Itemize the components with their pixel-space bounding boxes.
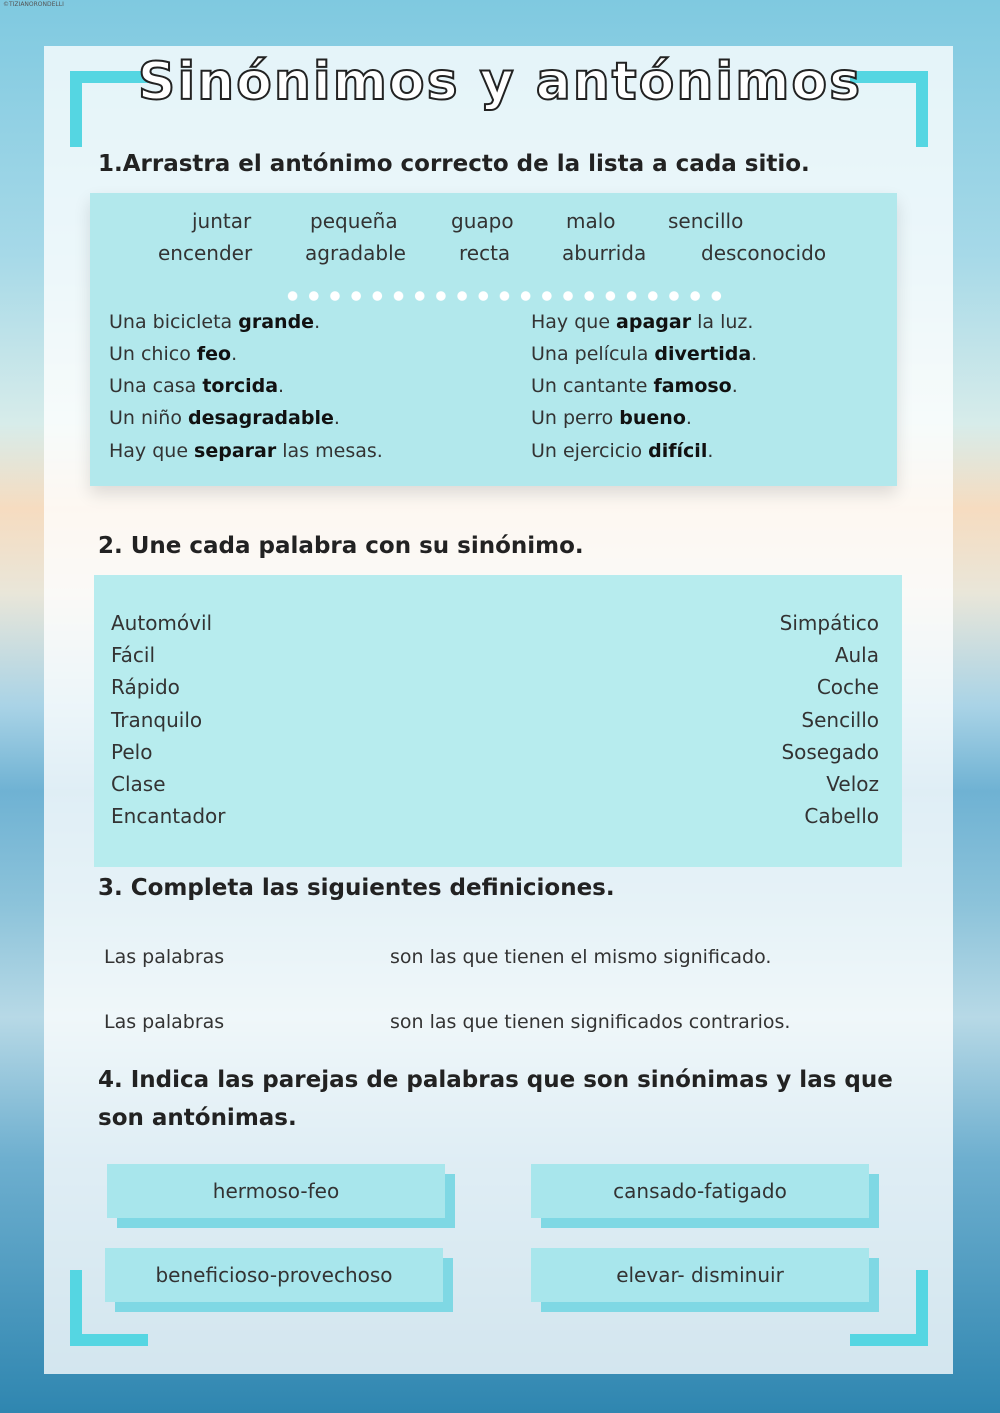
match-word-left[interactable]: Clase — [111, 772, 166, 796]
sentence-drop-target[interactable]: Hay que apagar la luz. — [531, 311, 754, 333]
sentence-drop-target[interactable]: Un cantante famoso. — [531, 375, 738, 397]
section3-heading: 3. Completa las siguientes definiciones. — [98, 875, 615, 901]
sentence-drop-target[interactable]: Una casa torcida. — [109, 375, 285, 397]
match-word-right[interactable]: Veloz — [826, 772, 879, 796]
drag-word[interactable]: desconocido — [701, 241, 827, 265]
drag-word[interactable]: sencillo — [668, 209, 744, 233]
section1-heading: 1.Arrastra el antónimo correcto de la lista a cada sitio. — [98, 151, 810, 177]
definition-text: son las que tienen significados contrarios. — [390, 1011, 791, 1033]
match-word-right[interactable]: Simpático — [779, 611, 879, 635]
word-pair-card[interactable]: cansado-fatigado — [531, 1164, 869, 1218]
word-pair-card[interactable]: hermoso-feo — [107, 1164, 445, 1218]
sentence-drop-target[interactable]: Hay que separar las mesas. — [109, 440, 383, 462]
sentence-drop-target[interactable]: Un ejercicio difícil. — [531, 440, 714, 462]
drag-word[interactable]: guapo — [451, 209, 514, 233]
section4-heading-line2: son antónimas. — [98, 1105, 297, 1131]
page-title: Sinónimos y antónimos — [137, 52, 863, 112]
drag-word[interactable]: agradable — [305, 241, 406, 265]
drag-word[interactable]: recta — [459, 241, 511, 265]
match-word-left[interactable]: Tranquilo — [111, 708, 203, 732]
word-pair-card[interactable]: beneficioso-provechoso — [105, 1248, 443, 1302]
sentence-drop-target[interactable]: Una bicicleta grande. — [109, 311, 321, 333]
match-word-right[interactable]: Aula — [834, 643, 879, 667]
sentence-drop-target[interactable]: Un chico feo. — [109, 343, 238, 365]
word-pair-card[interactable]: elevar- disminuir — [531, 1248, 869, 1302]
drag-word[interactable]: juntar — [192, 209, 252, 233]
sentence-drop-target[interactable]: Un perro bueno. — [531, 407, 692, 429]
match-word-right[interactable]: Sosegado — [781, 740, 879, 764]
sentence-drop-target[interactable]: Un niño desagradable. — [109, 407, 340, 429]
match-word-left[interactable]: Rápido — [111, 675, 180, 699]
match-word-left[interactable]: Pelo — [111, 740, 153, 764]
definition-label: Las palabras — [104, 1011, 225, 1033]
drag-word[interactable]: pequeña — [310, 209, 398, 233]
definition-text: son las que tienen el mismo significado. — [390, 946, 772, 968]
credit-text: ©TIZIANORONDELLI — [3, 1, 64, 8]
sentence-drop-target[interactable]: Una película divertida. — [531, 343, 758, 365]
section4-heading: 4. Indica las parejas de palabras que son sinónimas y las que — [98, 1067, 893, 1093]
match-word-right[interactable]: Sencillo — [801, 708, 879, 732]
definition-label: Las palabras — [104, 946, 225, 968]
match-word-left[interactable]: Fácil — [111, 643, 156, 667]
drag-word[interactable]: aburrida — [562, 241, 647, 265]
match-word-right[interactable]: Coche — [816, 675, 879, 699]
section2-heading: 2. Une cada palabra con su sinónimo. — [98, 533, 584, 559]
match-word-left[interactable]: Automóvil — [111, 611, 213, 635]
dotted-divider — [282, 290, 722, 302]
match-word-left[interactable]: Encantador — [111, 804, 226, 828]
drag-word[interactable]: malo — [566, 209, 616, 233]
match-word-right[interactable]: Cabello — [804, 804, 879, 828]
drag-word[interactable]: encender — [158, 241, 253, 265]
